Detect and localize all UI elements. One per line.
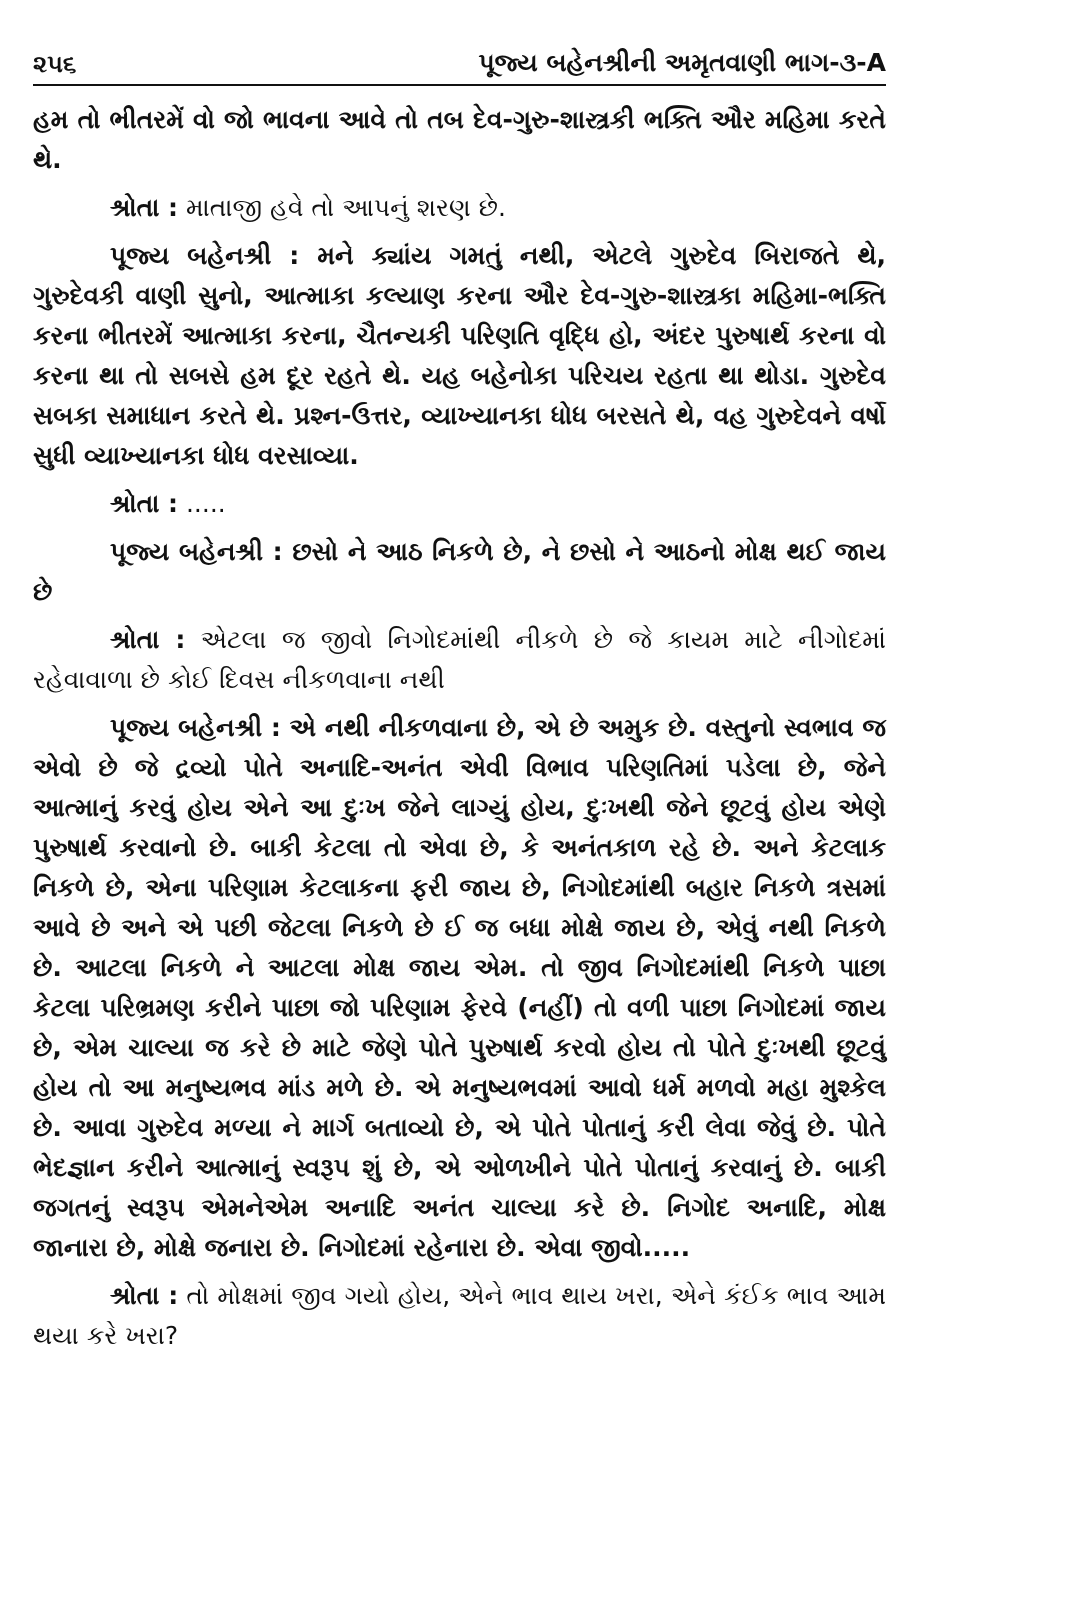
bahenshri-answer (33, 532, 886, 612)
paragraph-text: એટલા જ જીવો નિગોદમાંથી નીકળે છે જે કાયમ માટે નીગોદમાં રહેવાવાળા છે કોઈ દિવસ નીકળવાના નથી (33, 625, 886, 694)
bahenshri-answer (33, 708, 886, 1268)
paragraph-text: માતાજી હવે તો આપનું શરણ છે. (185, 193, 506, 222)
page-body (33, 100, 886, 1364)
paragraph-continuation (33, 100, 886, 180)
paragraph-text: ..... (185, 489, 226, 518)
paragraph-text: છસો ને આઠ નિકળે છે, ને છસો ને આઠનો મોક્ષ થઈ જાય છે (33, 537, 886, 606)
listener-question (33, 484, 886, 524)
listener-question (33, 188, 886, 228)
running-title: પૂજ્ય બહેનશ્રીની અમૃતવાણી ભાગ-૩-A (478, 48, 886, 77)
speaker-label: પૂજ્ય બહેનશ્રી : (110, 241, 300, 270)
bahenshri-answer (33, 236, 886, 476)
speaker-label: શ્રોતા : (110, 489, 179, 518)
page-number: ૨૫૬ (33, 50, 77, 78)
paragraph-text: એ નથી નીકળવાના છે, એ છે અમુક છે. વસ્તુનો સ્વભાવ જ એવો છે જે દ્રવ્યો પોતે અનાદિ-અનંત એવી વિભાવ પરિણતિમાં પડેલા છે, જેને આત્માનું કરવું હોય એને આ દુઃખ જેને લાગ્યું હોય, દુઃખથી જેને છૂટવું હોય એણે પુરુષાર્થ કરવાનો છે. બાકી કેટલા તો એવા છે, કે અનંતકાળ રહે છે. અને કેટલાક નિકળે છે, એના પરિણામ કેટલાકના ફરી જાય છે, નિગોદમાંથી બહાર નિકળે ત્રસમાં આવે છે અને એ પછી જેટલા નિકળે છે ઈ જ બધા મોક્ષે જાય છે, એવું નથી નિકળે છે. આટલા નિકળે ને આટલા મોક્ષ જાય એમ. તો જીવ નિગોદમાંથી નિકળે પાછા કેટલા પરિભ્રમણ કરીને પાછા જો પરિણામ ફેરવે (નહીં) તો વળી પાછા નિગોદમાં જાય છે, એમ ચાલ્યા જ કરે છે માટે જેણે પોતે પુરુષાર્થ કરવો હોય તો પોતે દુઃખથી છૂટવું હોય તો આ મનુષ્યભવ માંડ મળે છે. એ મનુષ્યભવમાં આવો ધર્મ મળવો મહા મુશ્કેલ છે. આવા ગુરુદેવ મળ્યા ને માર્ગ બતાવ્યો છે, એ પોતે પોતાનું કરી લેવા જેવું છે. પોતે ભેદજ્ઞાન કરીને આત્માનું સ્વરૂપ શું છે, એ ઓળખીને પોતે પોતાનું કરવાનું છે. બાકી જગતનું સ્વરૂપ એમનેએમ અનાદિ અનંત ચાલ્યા કરે છે. નિગોદ અનાદિ, મોક્ષ જાનારા છે, મોક્ષે જનારા છે. નિગોદમાં રહેનારા છે. એવા જીવો..... (33, 713, 886, 1262)
page-header (33, 44, 886, 86)
listener-question (33, 1276, 886, 1356)
paragraph-text: હમ તો ભીતરમેં વો જો ભાવના આવે તો તબ દેવ-ગુરુ-શાસ્ત્રકી ભક્તિ ઔર મહિમા કરતે થે. (33, 105, 886, 174)
paragraph-text: તો મોક્ષમાં જીવ ગયો હોય, એને ભાવ થાય ખરા, એને કંઈક ભાવ આમ થયા કરે ખરા? (33, 1281, 887, 1350)
speaker-label: શ્રોતા : (110, 625, 186, 654)
speaker-label: શ્રોતા : (110, 193, 179, 222)
listener-question (33, 620, 886, 700)
speaker-label: પૂજ્ય બહેનશ્રી : (110, 537, 283, 566)
paragraph-text: મને ક્યાંય ગમતું નથી, એટલે ગુરુદેવ બિરાજતે થે, ગુરુદેવકી વાણી સુનો, આત્માકા કલ્યાણ કરના ઔર દેવ-ગુરુ-શાસ્ત્રકા મહિમા-ભક્તિ કરના ભીતરમેં આત્માકા કરના, ચૈતન્યકી પરિણતિ વૃદ્ધિ હો, અંદર પુરુષાર્થ કરના વો કરના થા તો સબસે હમ દૂર રહતે થે. યહ બહેનોકા પરિચય રહતા થા થોડા. ગુરુદેવ સબકા સમાધાન કરતે થે. પ્રશ્ન-ઉત્તર, વ્યાખ્યાનકા ધોધ બરસતે થે, વહ ગુરુદેવને વર્ષો સુધી વ્યાખ્યાનકા ધોધ વરસાવ્યા. (33, 241, 886, 470)
speaker-label: શ્રોતા : (110, 1281, 179, 1310)
speaker-label: પૂજ્ય બહેનશ્રી : (110, 713, 281, 742)
